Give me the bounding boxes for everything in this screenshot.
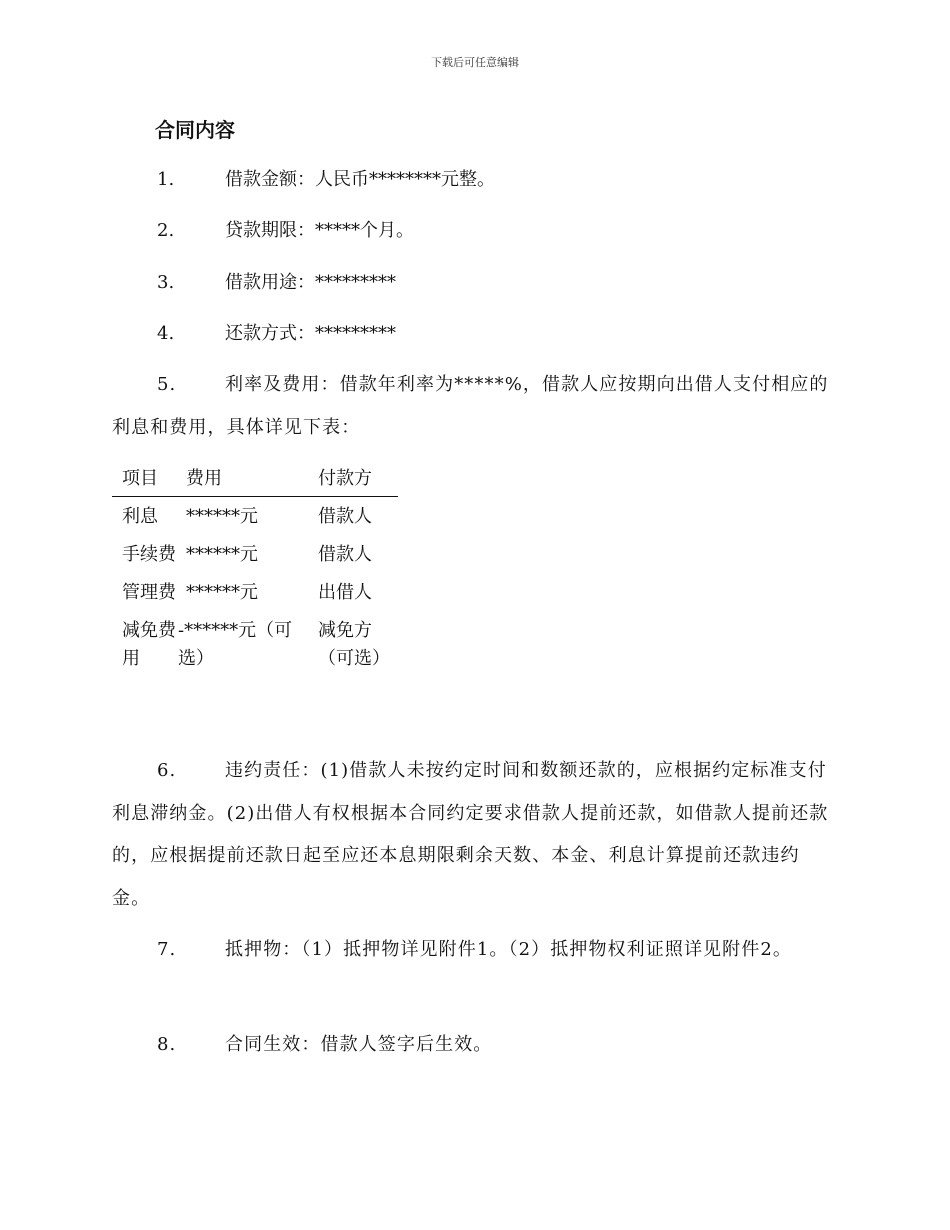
clause-number: 5. (157, 374, 177, 395)
clause-text: 抵押物：（1）抵押物详见附件1。（2）抵押物权利证照详见附件2。 (225, 939, 793, 960)
table-row (112, 611, 398, 677)
clause-text: 借款用途：********* (225, 272, 396, 293)
clause-text: 贷款期限：*****个月。 (225, 220, 414, 241)
table-row (112, 573, 398, 611)
table-cell: 借款人 (318, 506, 372, 527)
clause-7 (112, 929, 834, 972)
clause-text: 合同生效：借款人签字后生效。 (225, 1034, 493, 1055)
table-row (112, 497, 398, 536)
table-cell: -******元（可选） (178, 620, 293, 669)
clause-number: 1. (157, 169, 175, 190)
clause-text: 借款金额：人民币********元整。 (225, 169, 495, 190)
table-cell: ******元 (186, 506, 258, 527)
table-cell: ******元 (186, 582, 258, 603)
section-title: 合同内容 (155, 118, 235, 142)
clause-5 (112, 364, 834, 449)
clause-8 (112, 1024, 834, 1067)
table-cell: 利息 (122, 506, 158, 527)
clause-3 (157, 270, 396, 296)
column-header: 付款方 (308, 466, 398, 497)
table-cell: 手续费 (122, 544, 176, 565)
clause-number: 6. (157, 760, 177, 781)
clause-number: 2. (157, 220, 175, 241)
table-row (112, 535, 398, 573)
clause-text: 利率及费用：借款年利率为*****%，借款人应按期向出借人支付相应的利息和费用，具体详见下表： (112, 374, 829, 438)
clause-1 (157, 167, 495, 193)
clause-4 (157, 321, 396, 347)
clause-2 (157, 218, 414, 244)
clause-number: 7. (157, 939, 177, 960)
table-cell: 减免费用 (122, 620, 176, 669)
page-header: 下载后可任意编辑 (431, 56, 519, 69)
column-header: 费用 (176, 466, 308, 497)
clause-text: 还款方式：********* (225, 323, 396, 344)
table-cell: 管理费 (122, 582, 176, 603)
table-cell: ******元 (186, 544, 258, 565)
fee-table (112, 466, 398, 677)
clause-number: 4. (157, 323, 175, 344)
clause-6 (112, 750, 834, 920)
clause-text: 违约责任：(1)借款人未按约定时间和数额还款的，应根据约定标准支付利息滞纳金。(2)出借人有权根据本合同约定要求借款人提前还款，如借款人提前还款的，应根据提前还款日起至应还本息期限剩余天数、本金、利息计算提前还款违约金。 (112, 760, 829, 909)
clause-number: 8. (157, 1034, 177, 1055)
table-cell: 减免方（可选） (318, 620, 390, 669)
table-cell: 借款人 (318, 544, 372, 565)
column-header: 项目 (112, 466, 176, 497)
table-header-row (112, 466, 398, 497)
clause-number: 3. (157, 272, 175, 293)
table-cell: 出借人 (318, 582, 372, 603)
